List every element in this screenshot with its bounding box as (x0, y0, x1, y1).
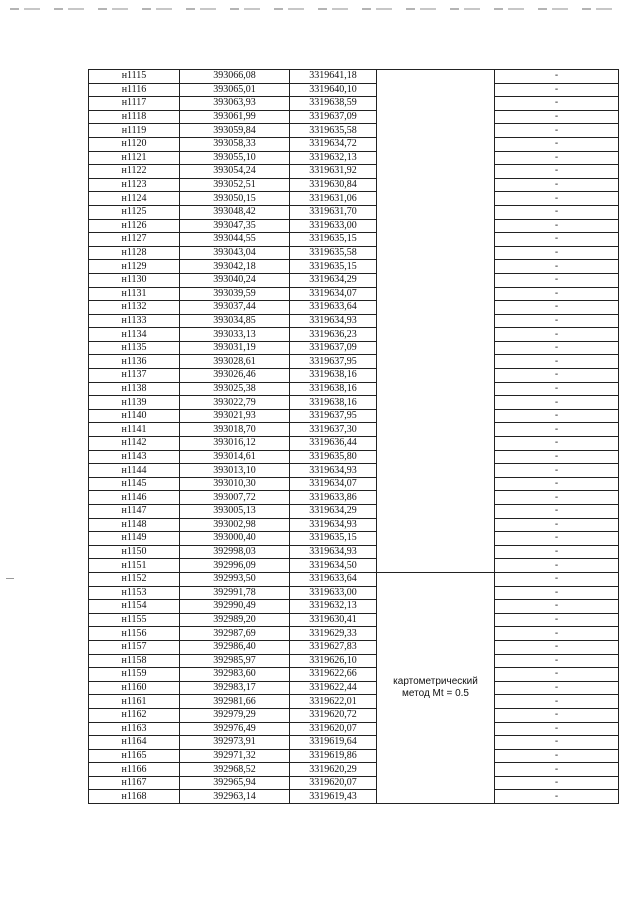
x-coordinate-cell: 393061,99 (180, 110, 290, 124)
description-cell: - (495, 464, 619, 478)
description-cell: - (495, 559, 619, 573)
x-coordinate-cell: 392985,97 (180, 654, 290, 668)
y-coordinate-cell: 3319635,58 (290, 124, 377, 138)
point-id-cell: н1168 (89, 790, 180, 804)
y-coordinate-cell: 3319631,06 (290, 192, 377, 206)
description-cell: - (495, 205, 619, 219)
point-id-cell: н1124 (89, 192, 180, 206)
table-row (89, 586, 619, 600)
x-coordinate-cell: 393005,13 (180, 505, 290, 519)
table-row (89, 640, 619, 654)
table-row (89, 151, 619, 165)
description-cell: - (495, 491, 619, 505)
y-coordinate-cell: 3319638,59 (290, 97, 377, 111)
table-row (89, 219, 619, 233)
point-id-cell: н1129 (89, 260, 180, 274)
x-coordinate-cell: 393018,70 (180, 423, 290, 437)
table-row (89, 505, 619, 519)
point-id-cell: н1154 (89, 600, 180, 614)
point-id-cell: н1125 (89, 205, 180, 219)
point-id-cell: н1160 (89, 681, 180, 695)
point-id-cell: н1146 (89, 491, 180, 505)
description-cell: - (495, 301, 619, 315)
description-cell: - (495, 437, 619, 451)
x-coordinate-cell: 392993,50 (180, 572, 290, 586)
table-row (89, 83, 619, 97)
description-cell: - (495, 137, 619, 151)
y-coordinate-cell: 3319638,16 (290, 382, 377, 396)
description-cell: - (495, 532, 619, 546)
x-coordinate-cell: 393065,01 (180, 83, 290, 97)
y-coordinate-cell: 3319637,95 (290, 409, 377, 423)
description-cell: - (495, 477, 619, 491)
point-id-cell: н1142 (89, 437, 180, 451)
description-cell: - (495, 654, 619, 668)
point-id-cell: н1149 (89, 532, 180, 546)
x-coordinate-cell: 393007,72 (180, 491, 290, 505)
x-coordinate-cell: 393066,08 (180, 70, 290, 84)
x-coordinate-cell: 392986,40 (180, 640, 290, 654)
point-id-cell: н1140 (89, 409, 180, 423)
y-coordinate-cell: 3319633,64 (290, 301, 377, 315)
coordinates-table (88, 69, 619, 804)
x-coordinate-cell: 393052,51 (180, 178, 290, 192)
scan-artifact-margin (6, 578, 14, 579)
point-id-cell: н1159 (89, 668, 180, 682)
point-id-cell: н1147 (89, 505, 180, 519)
table-row (89, 328, 619, 342)
description-cell: - (495, 423, 619, 437)
description-cell: - (495, 409, 619, 423)
x-coordinate-cell: 393021,93 (180, 409, 290, 423)
point-id-cell: н1167 (89, 776, 180, 790)
y-coordinate-cell: 3319620,72 (290, 708, 377, 722)
x-coordinate-cell: 393028,61 (180, 355, 290, 369)
coordinates-table-body (89, 70, 619, 804)
description-cell: - (495, 369, 619, 383)
point-id-cell: н1120 (89, 137, 180, 151)
x-coordinate-cell: 393002,98 (180, 518, 290, 532)
y-coordinate-cell: 3319634,29 (290, 273, 377, 287)
x-coordinate-cell: 392996,09 (180, 559, 290, 573)
x-coordinate-cell: 392981,66 (180, 695, 290, 709)
point-id-cell: н1137 (89, 369, 180, 383)
description-cell: - (495, 695, 619, 709)
x-coordinate-cell: 393042,18 (180, 260, 290, 274)
point-id-cell: н1163 (89, 722, 180, 736)
point-id-cell: н1148 (89, 518, 180, 532)
point-id-cell: н1127 (89, 233, 180, 247)
description-cell: - (495, 233, 619, 247)
point-id-cell: н1118 (89, 110, 180, 124)
x-coordinate-cell: 393059,84 (180, 124, 290, 138)
point-id-cell: н1138 (89, 382, 180, 396)
x-coordinate-cell: 393040,24 (180, 273, 290, 287)
x-coordinate-cell: 393048,42 (180, 205, 290, 219)
y-coordinate-cell: 3319634,93 (290, 314, 377, 328)
x-coordinate-cell: 393026,46 (180, 369, 290, 383)
description-cell: - (495, 505, 619, 519)
description-cell: - (495, 586, 619, 600)
table-row (89, 137, 619, 151)
point-id-cell: н1119 (89, 124, 180, 138)
point-id-cell: н1162 (89, 708, 180, 722)
description-cell: - (495, 192, 619, 206)
y-coordinate-cell: 3319630,84 (290, 178, 377, 192)
description-cell: - (495, 151, 619, 165)
description-cell: - (495, 328, 619, 342)
table-row (89, 695, 619, 709)
y-coordinate-cell: 3319622,01 (290, 695, 377, 709)
table-row (89, 545, 619, 559)
table-row (89, 572, 619, 586)
y-coordinate-cell: 3319640,10 (290, 83, 377, 97)
table-row (89, 464, 619, 478)
x-coordinate-cell: 393022,79 (180, 396, 290, 410)
point-id-cell: н1116 (89, 83, 180, 97)
table-row (89, 382, 619, 396)
x-coordinate-cell: 393039,59 (180, 287, 290, 301)
table-row (89, 613, 619, 627)
description-cell: - (495, 790, 619, 804)
x-coordinate-cell: 393043,04 (180, 246, 290, 260)
method-cell-group-1 (377, 70, 495, 573)
point-id-cell: н1133 (89, 314, 180, 328)
y-coordinate-cell: 3319619,43 (290, 790, 377, 804)
y-coordinate-cell: 3319626,10 (290, 654, 377, 668)
scan-artifact-top (10, 8, 625, 10)
description-cell: - (495, 178, 619, 192)
point-id-cell: н1122 (89, 165, 180, 179)
description-cell: - (495, 124, 619, 138)
table-row (89, 124, 619, 138)
table-row (89, 97, 619, 111)
y-coordinate-cell: 3319634,07 (290, 477, 377, 491)
table-row (89, 178, 619, 192)
y-coordinate-cell: 3319641,18 (290, 70, 377, 84)
table-row (89, 301, 619, 315)
y-coordinate-cell: 3319637,09 (290, 341, 377, 355)
point-id-cell: н1152 (89, 572, 180, 586)
table-row (89, 341, 619, 355)
description-cell: - (495, 613, 619, 627)
description-cell: - (495, 110, 619, 124)
table-row (89, 654, 619, 668)
table-row (89, 736, 619, 750)
y-coordinate-cell: 3319635,80 (290, 450, 377, 464)
point-id-cell: н1132 (89, 301, 180, 315)
description-cell: - (495, 668, 619, 682)
y-coordinate-cell: 3319633,86 (290, 491, 377, 505)
description-cell: - (495, 355, 619, 369)
table-row (89, 355, 619, 369)
y-coordinate-cell: 3319633,00 (290, 586, 377, 600)
point-id-cell: н1165 (89, 749, 180, 763)
table-row (89, 749, 619, 763)
table-row (89, 205, 619, 219)
y-coordinate-cell: 3319637,09 (290, 110, 377, 124)
point-id-cell: н1141 (89, 423, 180, 437)
description-cell: - (495, 382, 619, 396)
method-accuracy: метод Mt = 0.5 (402, 688, 469, 700)
y-coordinate-cell: 3319633,64 (290, 572, 377, 586)
point-id-cell: н1130 (89, 273, 180, 287)
description-cell: - (495, 165, 619, 179)
table-row (89, 233, 619, 247)
x-coordinate-cell: 392963,14 (180, 790, 290, 804)
y-coordinate-cell: 3319638,16 (290, 369, 377, 383)
point-id-cell: н1128 (89, 246, 180, 260)
point-id-cell: н1135 (89, 341, 180, 355)
description-cell: - (495, 341, 619, 355)
y-coordinate-cell: 3319632,13 (290, 600, 377, 614)
x-coordinate-cell: 393014,61 (180, 450, 290, 464)
y-coordinate-cell: 3319634,50 (290, 559, 377, 573)
y-coordinate-cell: 3319634,07 (290, 287, 377, 301)
table-row (89, 668, 619, 682)
table-row (89, 532, 619, 546)
description-cell: - (495, 572, 619, 586)
point-id-cell: н1155 (89, 613, 180, 627)
point-id-cell: н1145 (89, 477, 180, 491)
x-coordinate-cell: 392991,78 (180, 586, 290, 600)
point-id-cell: н1115 (89, 70, 180, 84)
y-coordinate-cell: 3319634,93 (290, 464, 377, 478)
y-coordinate-cell: 3319635,58 (290, 246, 377, 260)
x-coordinate-cell: 392971,32 (180, 749, 290, 763)
x-coordinate-cell: 392989,20 (180, 613, 290, 627)
table-row (89, 396, 619, 410)
table-row (89, 273, 619, 287)
x-coordinate-cell: 393037,44 (180, 301, 290, 315)
table-row (89, 763, 619, 777)
description-cell: - (495, 246, 619, 260)
table-row (89, 437, 619, 451)
table-row (89, 559, 619, 573)
point-id-cell: н1131 (89, 287, 180, 301)
point-id-cell: н1166 (89, 763, 180, 777)
x-coordinate-cell: 393063,93 (180, 97, 290, 111)
y-coordinate-cell: 3319629,33 (290, 627, 377, 641)
x-coordinate-cell: 393013,10 (180, 464, 290, 478)
point-id-cell: н1161 (89, 695, 180, 709)
description-cell: - (495, 70, 619, 84)
x-coordinate-cell: 392979,29 (180, 708, 290, 722)
y-coordinate-cell: 3319636,23 (290, 328, 377, 342)
point-id-cell: н1156 (89, 627, 180, 641)
x-coordinate-cell: 393031,19 (180, 341, 290, 355)
point-id-cell: н1151 (89, 559, 180, 573)
description-cell: - (495, 776, 619, 790)
y-coordinate-cell: 3319632,13 (290, 151, 377, 165)
y-coordinate-cell: 3319622,66 (290, 668, 377, 682)
x-coordinate-cell: 393033,13 (180, 328, 290, 342)
description-cell: - (495, 627, 619, 641)
description-cell: - (495, 260, 619, 274)
point-id-cell: н1143 (89, 450, 180, 464)
table-row (89, 722, 619, 736)
point-id-cell: н1123 (89, 178, 180, 192)
point-id-cell: н1164 (89, 736, 180, 750)
description-cell: - (495, 722, 619, 736)
table-row (89, 165, 619, 179)
table-row (89, 287, 619, 301)
table-row (89, 477, 619, 491)
x-coordinate-cell: 392990,49 (180, 600, 290, 614)
table-row (89, 600, 619, 614)
description-cell: - (495, 450, 619, 464)
description-cell: - (495, 273, 619, 287)
x-coordinate-cell: 392968,52 (180, 763, 290, 777)
y-coordinate-cell: 3319619,64 (290, 736, 377, 750)
point-id-cell: н1117 (89, 97, 180, 111)
y-coordinate-cell: 3319620,07 (290, 776, 377, 790)
x-coordinate-cell: 393055,10 (180, 151, 290, 165)
table-row (89, 70, 619, 84)
y-coordinate-cell: 3319634,72 (290, 137, 377, 151)
y-coordinate-cell: 3319630,41 (290, 613, 377, 627)
description-cell: - (495, 600, 619, 614)
description-cell: - (495, 681, 619, 695)
table-row (89, 776, 619, 790)
point-id-cell: н1153 (89, 586, 180, 600)
table-row (89, 110, 619, 124)
x-coordinate-cell: 393044,55 (180, 233, 290, 247)
x-coordinate-cell: 393034,85 (180, 314, 290, 328)
y-coordinate-cell: 3319636,44 (290, 437, 377, 451)
x-coordinate-cell: 392973,91 (180, 736, 290, 750)
table-row (89, 369, 619, 383)
y-coordinate-cell: 3319622,44 (290, 681, 377, 695)
y-coordinate-cell: 3319635,15 (290, 532, 377, 546)
table-row (89, 260, 619, 274)
table-row (89, 681, 619, 695)
x-coordinate-cell: 392965,94 (180, 776, 290, 790)
x-coordinate-cell: 393054,24 (180, 165, 290, 179)
table-row (89, 790, 619, 804)
x-coordinate-cell: 393010,30 (180, 477, 290, 491)
x-coordinate-cell: 392976,49 (180, 722, 290, 736)
description-cell: - (495, 736, 619, 750)
y-coordinate-cell: 3319631,70 (290, 205, 377, 219)
point-id-cell: н1158 (89, 654, 180, 668)
point-id-cell: н1136 (89, 355, 180, 369)
description-cell: - (495, 287, 619, 301)
method-name: картометрический (393, 676, 478, 688)
x-coordinate-cell: 393000,40 (180, 532, 290, 546)
x-coordinate-cell: 392983,60 (180, 668, 290, 682)
y-coordinate-cell: 3319634,93 (290, 545, 377, 559)
y-coordinate-cell: 3319620,07 (290, 722, 377, 736)
description-cell: - (495, 763, 619, 777)
table-row (89, 246, 619, 260)
point-id-cell: н1139 (89, 396, 180, 410)
description-cell: - (495, 83, 619, 97)
x-coordinate-cell: 392983,17 (180, 681, 290, 695)
x-coordinate-cell: 393016,12 (180, 437, 290, 451)
description-cell: - (495, 396, 619, 410)
table-row (89, 627, 619, 641)
description-cell: - (495, 314, 619, 328)
y-coordinate-cell: 3319634,29 (290, 505, 377, 519)
table-row (89, 423, 619, 437)
description-cell: - (495, 749, 619, 763)
y-coordinate-cell: 3319627,83 (290, 640, 377, 654)
method-cell-group-2 (377, 572, 495, 803)
table-row (89, 450, 619, 464)
y-coordinate-cell: 3319638,16 (290, 396, 377, 410)
description-cell: - (495, 640, 619, 654)
point-id-cell: н1144 (89, 464, 180, 478)
description-cell: - (495, 219, 619, 233)
x-coordinate-cell: 393025,38 (180, 382, 290, 396)
x-coordinate-cell: 392998,03 (180, 545, 290, 559)
y-coordinate-cell: 3319635,15 (290, 260, 377, 274)
y-coordinate-cell: 3319619,86 (290, 749, 377, 763)
table-row (89, 409, 619, 423)
table-row (89, 192, 619, 206)
table-row (89, 708, 619, 722)
table-row (89, 518, 619, 532)
description-cell: - (495, 97, 619, 111)
y-coordinate-cell: 3319637,95 (290, 355, 377, 369)
point-id-cell: н1121 (89, 151, 180, 165)
x-coordinate-cell: 393050,15 (180, 192, 290, 206)
table-row (89, 314, 619, 328)
description-cell: - (495, 518, 619, 532)
x-coordinate-cell: 393047,35 (180, 219, 290, 233)
x-coordinate-cell: 393058,33 (180, 137, 290, 151)
x-coordinate-cell: 392987,69 (180, 627, 290, 641)
y-coordinate-cell: 3319637,30 (290, 423, 377, 437)
y-coordinate-cell: 3319634,93 (290, 518, 377, 532)
table-row (89, 491, 619, 505)
description-cell: - (495, 708, 619, 722)
point-id-cell: н1126 (89, 219, 180, 233)
point-id-cell: н1150 (89, 545, 180, 559)
point-id-cell: н1134 (89, 328, 180, 342)
description-cell: - (495, 545, 619, 559)
y-coordinate-cell: 3319620,29 (290, 763, 377, 777)
point-id-cell: н1157 (89, 640, 180, 654)
y-coordinate-cell: 3319635,15 (290, 233, 377, 247)
y-coordinate-cell: 3319633,00 (290, 219, 377, 233)
y-coordinate-cell: 3319631,92 (290, 165, 377, 179)
